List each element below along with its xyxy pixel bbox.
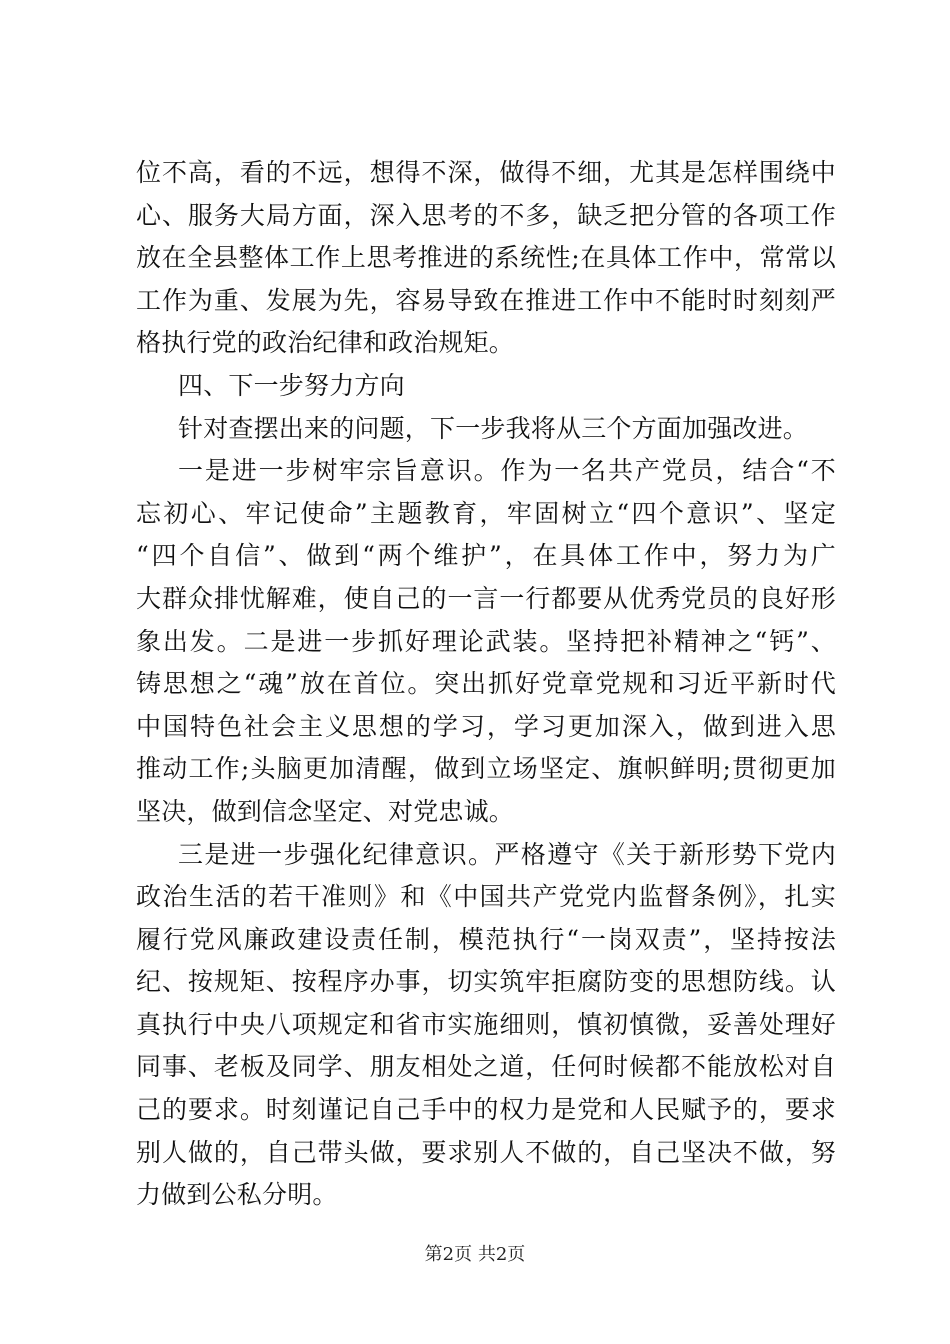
text-line: 己的要求。时刻谨记自己手中的权力是党和人民赋予的，要求 (136, 1095, 836, 1125)
text-line: 忘初心、牢记使命”主题教育，牢固树立“四个意识”、坚定 (136, 498, 836, 528)
text-line: 大群众排忧解难，使自己的一言一行都要从优秀党员的良好形 (136, 583, 836, 613)
text-line: 放在全县整体工作上思考推进的系统性;在具体工作中，常常以 (136, 243, 836, 273)
text-line: 力做到公私分明。 (136, 1180, 338, 1210)
text-line: 位不高，看的不远，想得不深，做得不细，尤其是怎样围绕中 (136, 158, 836, 187)
page-footer: 第2页 共2页 (424, 1244, 526, 1265)
text-line: “四个自信”、做到“两个维护”，在具体工作中，努力为广 (136, 541, 836, 571)
text-line: 针对查摆出来的问题，下一步我将从三个方面加强改进。 (178, 413, 809, 443)
text-line: 坚决，做到信念坚定、对党忠诚。 (136, 796, 515, 826)
text-line: 真执行中央八项规定和省市实施细则，慎初慎微，妥善处理好 (136, 1009, 836, 1039)
section-heading: 四、下一步努力方向 (178, 370, 405, 400)
document-body (136, 152, 836, 1217)
text-line: 一是进一步树牢宗旨意识。作为一名共产党员，结合“不 (178, 456, 836, 486)
text-line: 象出发。二是进一步抓好理论武装。坚持把补精神之“钙”、 (136, 626, 836, 656)
text-line: 心、服务大局方面，深入思考的不多，缺乏把分管的各项工作 (136, 200, 836, 230)
text-line: 工作为重、发展为先，容易导致在推进工作中不能时时刻刻严 (136, 285, 836, 315)
text-line: 三是进一步强化纪律意识。严格遵守《关于新形势下党内 (178, 839, 836, 869)
text-line: 中国特色社会主义思想的学习，学习更加深入，做到进入思 (136, 711, 836, 741)
text-line: 铸思想之“魂”放在首位。突出抓好党章党规和习近平新时代 (136, 669, 836, 699)
text-line: 推动工作;头脑更加清醒，做到立场坚定、旗帜鲜明;贯彻更加 (136, 754, 836, 784)
text-line: 政治生活的若干准则》和《中国共产党党内监督条例》，扎实 (136, 882, 836, 912)
text-line: 履行党风廉政建设责任制，模范执行“一岗双责”，坚持按法 (136, 924, 836, 954)
text-line: 格执行党的政治纪律和政治规矩。 (136, 328, 515, 358)
text-line: 同事、老板及同学、朋友相处之道，任何时候都不能放松对自 (136, 1052, 836, 1082)
text-line: 别人做的，自己带头做，要求别人不做的，自己坚决不做，努 (136, 1137, 836, 1167)
text-line: 纪、按规矩、按程序办事，切实筑牢拒腐防变的思想防线。认 (136, 967, 836, 997)
